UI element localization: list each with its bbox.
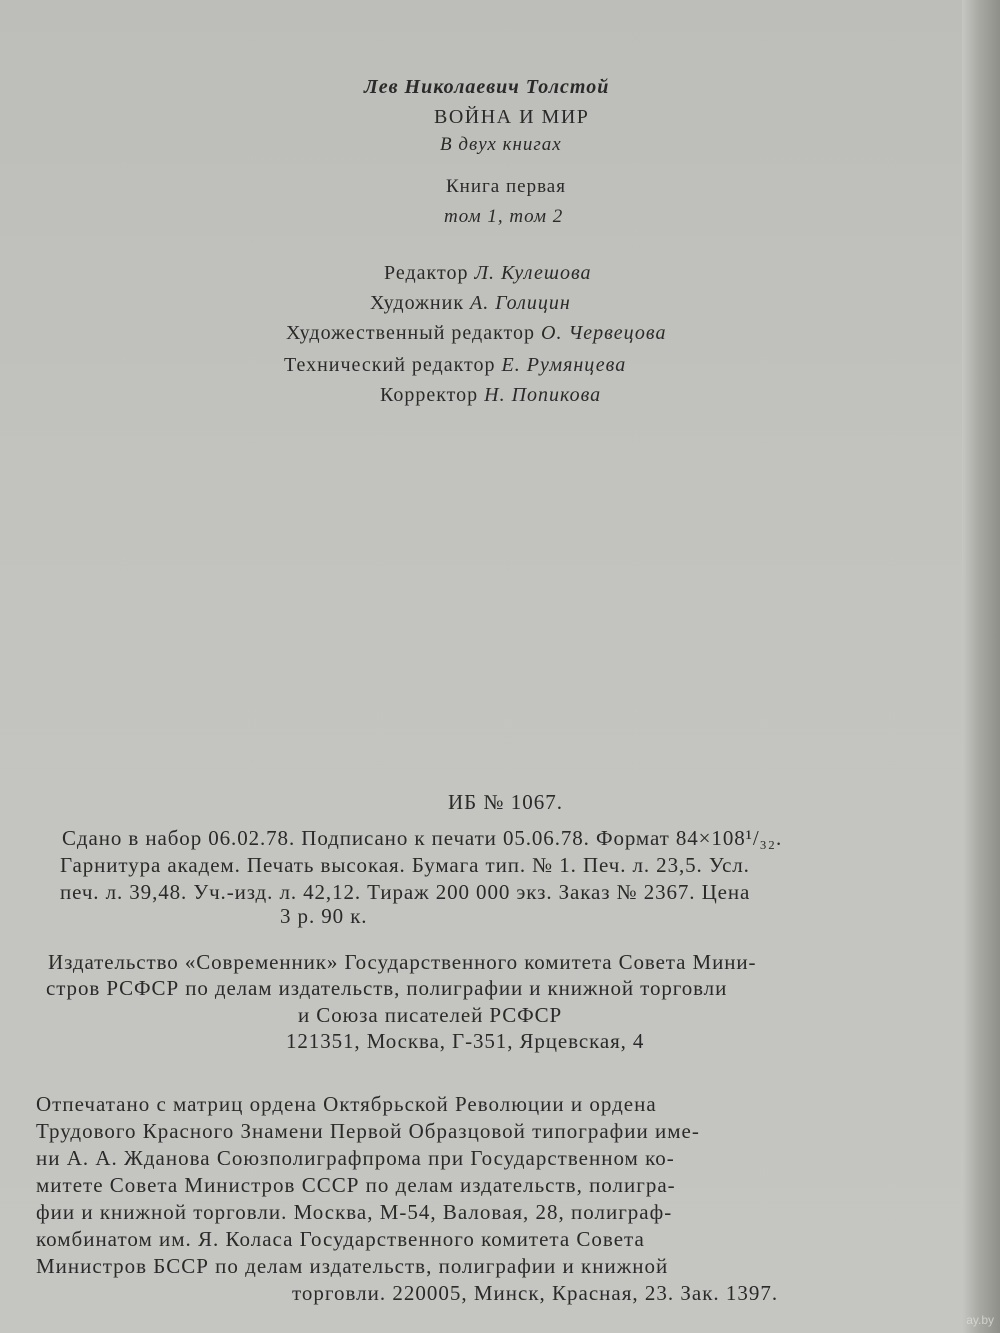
author: Лев Николаевич Толстой <box>364 76 610 98</box>
credit-name: Н. Попикова <box>484 384 602 406</box>
credit-technical-editor <box>284 354 626 377</box>
credit-name: А. Голицин <box>470 292 571 314</box>
imprint-line: Сдано в набор 06.02.78. Подписано к печати 05.06.78. Формат 84×108¹/₃₂. <box>62 826 783 850</box>
printer-line: митете Совета Министров СССР по делам издательств, полигра- <box>36 1173 676 1197</box>
credit-role: Художник <box>370 292 465 314</box>
ib-number: ИБ № 1067. <box>448 790 564 814</box>
imprint-line: печ. л. 39,48. Уч.-изд. л. 42,12. Тираж 200 000 экз. Заказ № 2367. Цена <box>60 880 751 904</box>
credit-name: Л. Кулешова <box>474 262 592 284</box>
printer-line: Трудового Красного Знамени Первой Образцовой типографии име- <box>36 1119 700 1143</box>
credit-role: Художественный редактор <box>286 322 535 344</box>
printer-line: ни А. А. Жданова Союзполиграфпрома при Государственном ко- <box>36 1146 675 1170</box>
book-title: ВОЙНА И МИР <box>434 106 590 128</box>
credit-role: Технический редактор <box>284 354 496 376</box>
imprint-line: Гарнитура академ. Печать высокая. Бумага тип. № 1. Печ. л. 23,5. Усл. <box>60 853 750 877</box>
imprint-line: 3 р. 90 к. <box>280 904 368 928</box>
publisher-line: стров РСФСР по делам издательств, полиграфии и книжной торговли <box>46 976 728 1000</box>
printer-line: Отпечатано с матриц ордена Октябрьской Революции и ордена <box>36 1092 657 1116</box>
credit-role: Корректор <box>380 384 479 406</box>
printer-line: торговли. 220005, Минск, Красная, 23. Зак. 1397. <box>292 1281 779 1305</box>
publisher-address: 121351, Москва, Г-351, Ярцевская, 4 <box>286 1029 645 1053</box>
credit-art-editor <box>286 322 666 345</box>
credit-artist <box>370 292 571 315</box>
credit-editor <box>384 262 592 285</box>
printer-line: фии и книжной торговли. Москва, М-54, Валовая, 28, полиграф- <box>36 1200 673 1224</box>
credit-name: О. Червецова <box>541 322 667 344</box>
credit-role: Редактор <box>384 262 469 284</box>
publisher-line: Издательство «Современник» Государственного комитета Совета Мини- <box>48 950 757 974</box>
printer-line: Министров БССР по делам издательств, полиграфии и книжной <box>36 1254 669 1278</box>
page-edge <box>962 0 1000 1333</box>
watermark: ay.by <box>966 1313 994 1327</box>
printer-line: комбинатом им. Я. Коласа Государственного комитета Совета <box>36 1227 645 1251</box>
credit-proofreader <box>380 384 601 407</box>
book-subtitle: В двух книгах <box>440 134 562 155</box>
publisher-line: и Союза писателей РСФСР <box>298 1003 563 1027</box>
credit-name: Е. Румянцева <box>501 354 627 376</box>
book-number: Книга первая <box>446 176 566 197</box>
volumes: том 1, том 2 <box>444 206 564 227</box>
